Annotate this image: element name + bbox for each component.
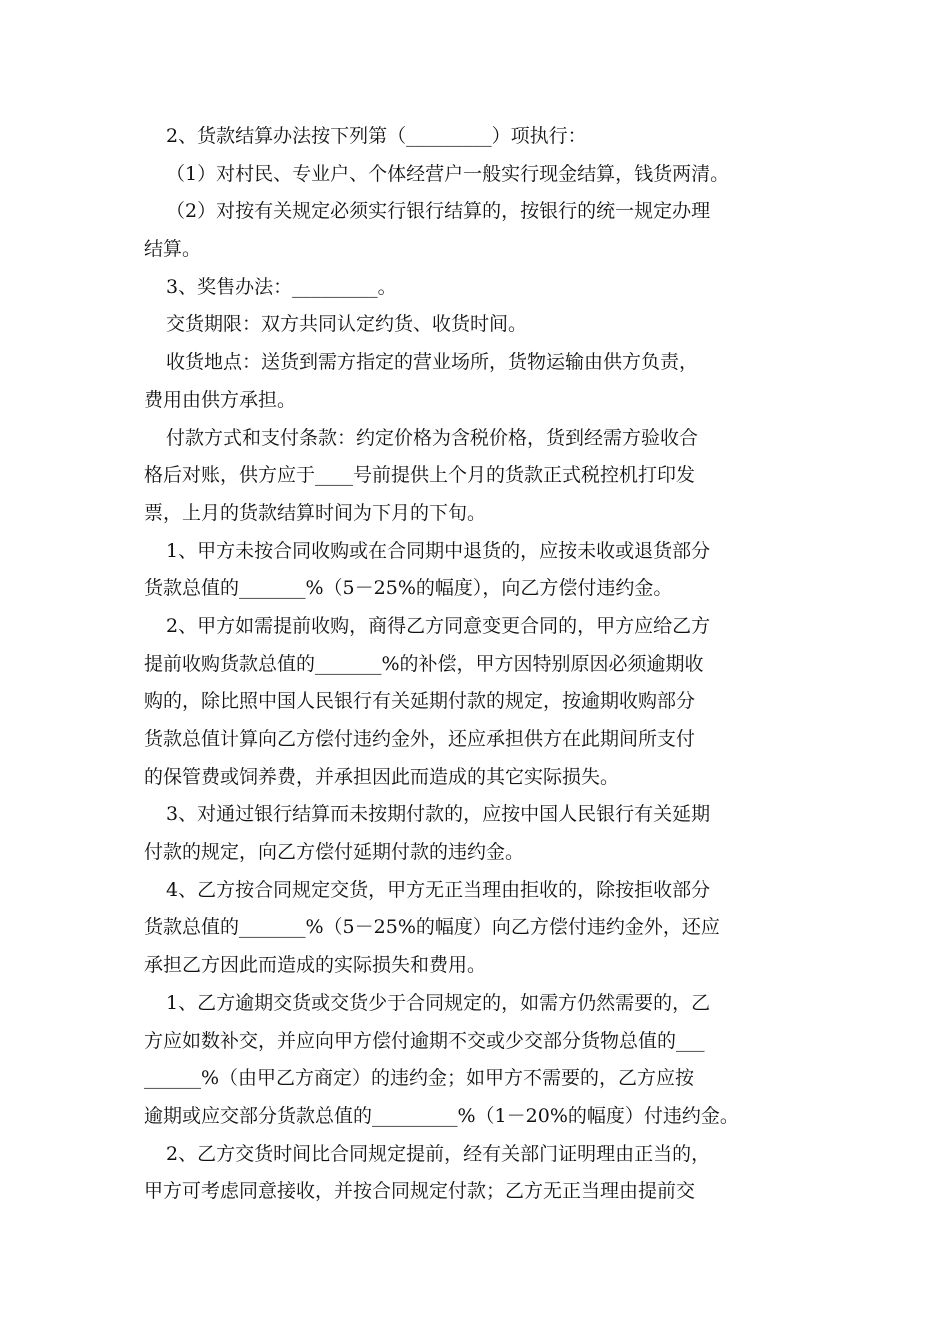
text-line: 购的，除比照中国人民银行有关延期付款的规定，按逾期收购部分	[144, 690, 696, 713]
text-line: 提前收购货款总值的_______%的补偿，甲方因特别原因必须逾期收	[144, 652, 704, 675]
text-line: 货款总值的_______%（5－25%的幅度）向乙方偿付违约金外，还应	[144, 916, 720, 939]
text-line: 3、对通过银行结算而未按期付款的，应按中国人民银行有关延期	[166, 803, 711, 826]
text-line: 1、乙方逾期交货或交货少于合同规定的，如需方仍然需要的，乙	[166, 991, 711, 1014]
text-line: 甲方可考虑同意接收，并按合同规定付款；乙方无正当理由提前交	[144, 1180, 696, 1203]
text-line: 货款总值的_______%（5－25%的幅度），向乙方偿付违约金。	[144, 577, 673, 600]
text-line: 格后对账，供方应于____号前提供上个月的货款正式税控机打印发	[144, 464, 696, 487]
text-line: 2、货款结算办法按下列第（_________）项执行：	[166, 125, 587, 147]
text-line: 付款方式和支付条款：约定价格为含税价格，货到经需方验收合	[166, 426, 699, 449]
text-line: 2、乙方交货时间比合同规定提前，经有关部门证明理由正当的，	[166, 1142, 711, 1165]
text-line: 的保管费或饲养费，并承担因此而造成的其它实际损失。	[144, 765, 620, 788]
text-line: 逾期或应交部分货款总值的_________%（1－20%的幅度）付违约金。	[144, 1104, 739, 1127]
text-line: ______%（由甲乙方商定）的违约金；如甲方不需要的，乙方应按	[144, 1067, 695, 1090]
text-line: （2）对按有关规定必须实行银行结算的，按银行的统一规定办理	[166, 200, 711, 223]
text-line: 结算。	[144, 238, 202, 261]
text-line: 2、甲方如需提前收购，商得乙方同意变更合同的，甲方应给乙方	[166, 614, 711, 637]
text-line: 货款总值计算向乙方偿付违约金外，还应承担供方在此期间所支付	[144, 728, 696, 750]
text-line: 交货期限：双方共同认定约货、收货时间。	[166, 313, 528, 336]
text-line: 收货地点：送货到需方指定的营业场所，货物运输由供方负责，	[166, 351, 699, 374]
text-line: 承担乙方因此而造成的实际损失和费用。	[144, 954, 487, 977]
text-line: 票，上月的货款结算时间为下月的下旬。	[144, 501, 487, 524]
text-line: 1、甲方未按合同收购或在合同期中退货的，应按未收或退货部分	[166, 539, 711, 562]
text-line: 付款的规定，向乙方偿付延期付款的违约金。	[144, 841, 525, 864]
text-line: （1）对村民、专业户、个体经营户一般实行现金结算，钱货两清。	[166, 162, 730, 185]
text-line: 费用由供方承担。	[144, 388, 297, 411]
document-body	[144, 118, 812, 1211]
text-line: 4、乙方按合同规定交货，甲方无正当理由拒收的，除按拒收部分	[166, 878, 711, 901]
text-line: 方应如数补交，并应向甲方偿付逾期不交或少交部分货物总值的___	[144, 1029, 705, 1052]
text-line: 3、奖售办法：_________。	[166, 275, 397, 298]
